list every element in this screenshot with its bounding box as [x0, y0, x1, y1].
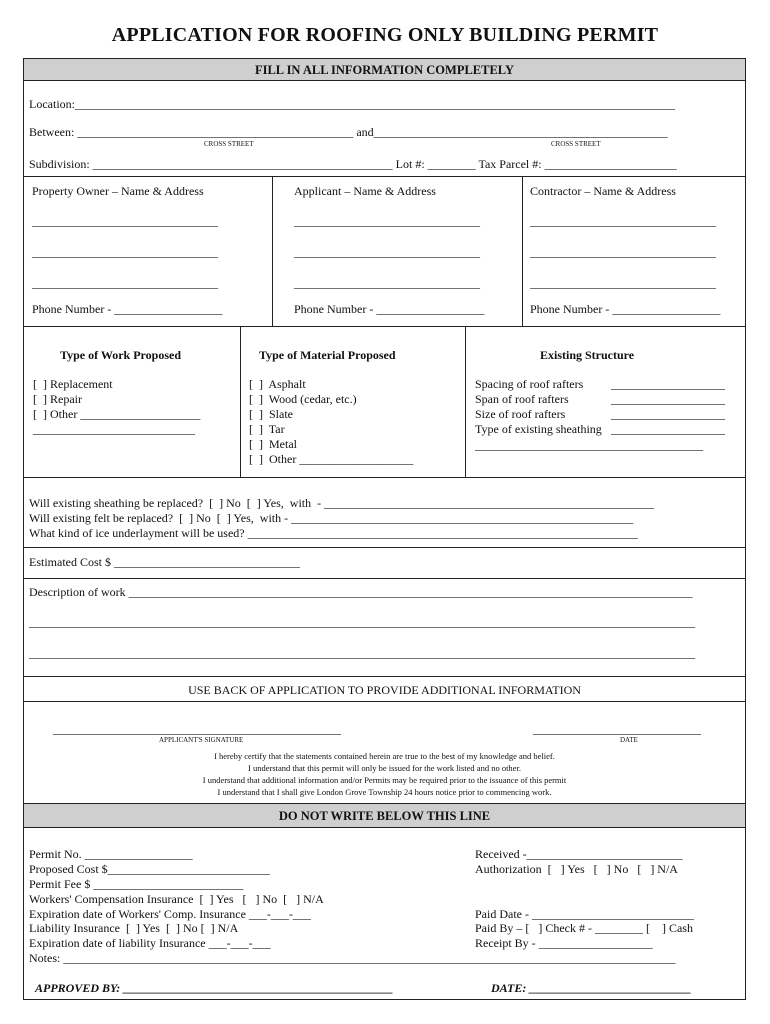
divider [24, 578, 745, 579]
location-field[interactable]: Location:____________________________________________________________________________________________________ [29, 97, 675, 111]
certification-text: I understand that this permit will only be issued for the work listed and no other. [248, 763, 521, 773]
structure-field[interactable]: ___________________ [611, 407, 725, 421]
divider [240, 326, 241, 477]
certification-text: I understand that I shall give London Grove Township 24 hours notice prior to commencing work. [217, 787, 552, 797]
material-option-wood[interactable]: [ ] Wood (cedar, etc.) [249, 392, 357, 406]
work-header: Type of Work Proposed [60, 348, 182, 362]
material-header: Type of Material Proposed [259, 348, 396, 362]
contractor-phone-field[interactable]: Phone Number - __________________ [530, 302, 721, 316]
contractor-line[interactable]: _______________________________ [530, 276, 716, 290]
ice-underlayment-question[interactable]: What kind of ice underlayment will be used? _________________________________________________________________ [29, 526, 638, 540]
work-other-line[interactable]: ___________________________ [33, 422, 195, 436]
structure-label: Type of existing sheathing [475, 422, 602, 436]
work-option-other[interactable]: [ ] Other ____________________ [33, 407, 201, 421]
owner-phone-field[interactable]: Phone Number - __________________ [32, 302, 223, 316]
form-frame [23, 58, 746, 1000]
permit-number-field[interactable]: Permit No. __________________ [29, 847, 193, 861]
felt-question[interactable]: Will existing felt be replaced? [ ] No [ ] Yes, with - _________________________________________________________ [29, 511, 634, 525]
signature-date-label: DATE [620, 736, 638, 744]
applicant-phone-field[interactable]: Phone Number - __________________ [294, 302, 485, 316]
material-option-asphalt[interactable]: [ ] Asphalt [249, 377, 306, 391]
authorization-field[interactable]: Authorization [ ] Yes [ ] No [ ] N/A [475, 862, 678, 876]
contractor-line[interactable]: _______________________________ [530, 214, 716, 228]
liability-expiration-field[interactable]: Expiration date of liability Insurance ___-___-___ [29, 936, 271, 950]
approved-by-field[interactable]: APPROVED BY: _____________________________________________ [35, 981, 394, 995]
divider [24, 676, 745, 677]
cross-street-label-1: CROSS STREET [204, 140, 254, 148]
owner-line[interactable]: _______________________________ [32, 214, 218, 228]
material-option-tar[interactable]: [ ] Tar [249, 422, 285, 436]
structure-header: Existing Structure [540, 348, 635, 362]
material-option-metal[interactable]: [ ] Metal [249, 437, 297, 451]
office-use-banner: DO NOT WRITE BELOW THIS LINE [24, 804, 745, 828]
certification-text: I understand that additional information and/or Permits may be required prior to the issuance of this permit [202, 775, 567, 785]
divider [272, 176, 273, 326]
applicant-label: Applicant – Name & Address [294, 184, 436, 198]
structure-field[interactable]: ___________________ [611, 377, 725, 391]
divider [24, 176, 745, 177]
certification-text: I hereby certify that the statements contained herein are true to the best of my knowledge and belief. [214, 751, 555, 761]
structure-label: Spacing of roof rafters [475, 377, 584, 391]
owner-line[interactable]: _______________________________ [32, 276, 218, 290]
cross-street-label-2: CROSS STREET [551, 140, 601, 148]
permit-fee-field[interactable]: Permit Fee $ _________________________ [29, 877, 244, 891]
subdivision-field[interactable]: Subdivision: __________________________________________________ Lot #: ________ Tax Parcel #: ______________________ [29, 157, 677, 171]
description-line[interactable]: _______________________________________________________________________________________________________________ [29, 615, 695, 629]
sheathing-question[interactable]: Will existing sheathing be replaced? [ ] No [ ] Yes, with - _______________________________________________________ [29, 496, 655, 510]
workers-comp-insurance-field[interactable]: Workers' Compensation Insurance [ ] Yes [ ] No [ ] N/A [29, 892, 324, 906]
instruction-banner: FILL IN ALL INFORMATION COMPLETELY [24, 59, 745, 81]
owner-line[interactable]: _______________________________ [32, 245, 218, 259]
receipt-by-field[interactable]: Receipt By - ___________________ [475, 936, 653, 950]
page-title: APPLICATION FOR ROOFING ONLY BUILDING PERMIT [111, 24, 659, 46]
divider [465, 326, 466, 477]
received-field[interactable]: Received -__________________________ [475, 847, 683, 861]
applicant-line[interactable]: _______________________________ [294, 245, 480, 259]
work-option-repair[interactable]: [ ] Repair [33, 392, 82, 406]
notes-field[interactable]: Notes: ______________________________________________________________________________________________________ [29, 951, 676, 965]
divider [24, 477, 745, 478]
applicant-line[interactable]: _______________________________ [294, 276, 480, 290]
paid-by-field[interactable]: Paid By – [ ] Check # - ________ [ ] Cash [475, 921, 693, 935]
structure-label: Size of roof rafters [475, 407, 566, 421]
divider [522, 176, 523, 326]
divider [24, 547, 745, 548]
material-option-other[interactable]: [ ] Other ___________________ [249, 452, 414, 466]
signature-date-line[interactable]: ____________________________ [533, 722, 701, 736]
structure-field[interactable]: ___________________ [611, 422, 725, 436]
structure-extra-line[interactable]: ______________________________________ [475, 438, 703, 452]
divider [24, 326, 745, 327]
applicant-line[interactable]: _______________________________ [294, 214, 480, 228]
workers-comp-expiration-field[interactable]: Expiration date of Workers' Comp. Insurance ___-___-___ [29, 907, 311, 921]
liability-insurance-field[interactable]: Liability Insurance [ ] Yes [ ] No [ ] N/A [29, 921, 239, 935]
paid-date-field[interactable]: Paid Date - ___________________________ [475, 907, 694, 921]
contractor-line[interactable]: _______________________________ [530, 245, 716, 259]
applicant-signature-label: APPLICANT'S SIGNATURE [159, 736, 244, 744]
applicant-signature-line[interactable]: ________________________________________________ [53, 722, 341, 736]
proposed-cost-field[interactable]: Proposed Cost $___________________________ [29, 862, 270, 876]
contractor-label: Contractor – Name & Address [530, 184, 676, 198]
structure-field[interactable]: ___________________ [611, 392, 725, 406]
description-field[interactable]: Description of work ______________________________________________________________________________________________ [29, 585, 693, 599]
structure-label: Span of roof rafters [475, 392, 569, 406]
description-line[interactable]: _______________________________________________________________________________________________________________ [29, 646, 695, 660]
estimated-cost-field[interactable]: Estimated Cost $ _______________________________ [29, 555, 300, 569]
work-option-replacement[interactable]: [ ] Replacement [33, 377, 113, 391]
use-back-notice: USE BACK OF APPLICATION TO PROVIDE ADDITIONAL INFORMATION [188, 683, 581, 697]
between-field[interactable]: Between: ______________________________________________ and_________________________________________________ [29, 125, 668, 139]
material-option-slate[interactable]: [ ] Slate [249, 407, 293, 421]
approval-date-field[interactable]: DATE: ___________________________ [491, 981, 692, 995]
owner-label: Property Owner – Name & Address [32, 184, 204, 198]
divider [24, 701, 745, 702]
